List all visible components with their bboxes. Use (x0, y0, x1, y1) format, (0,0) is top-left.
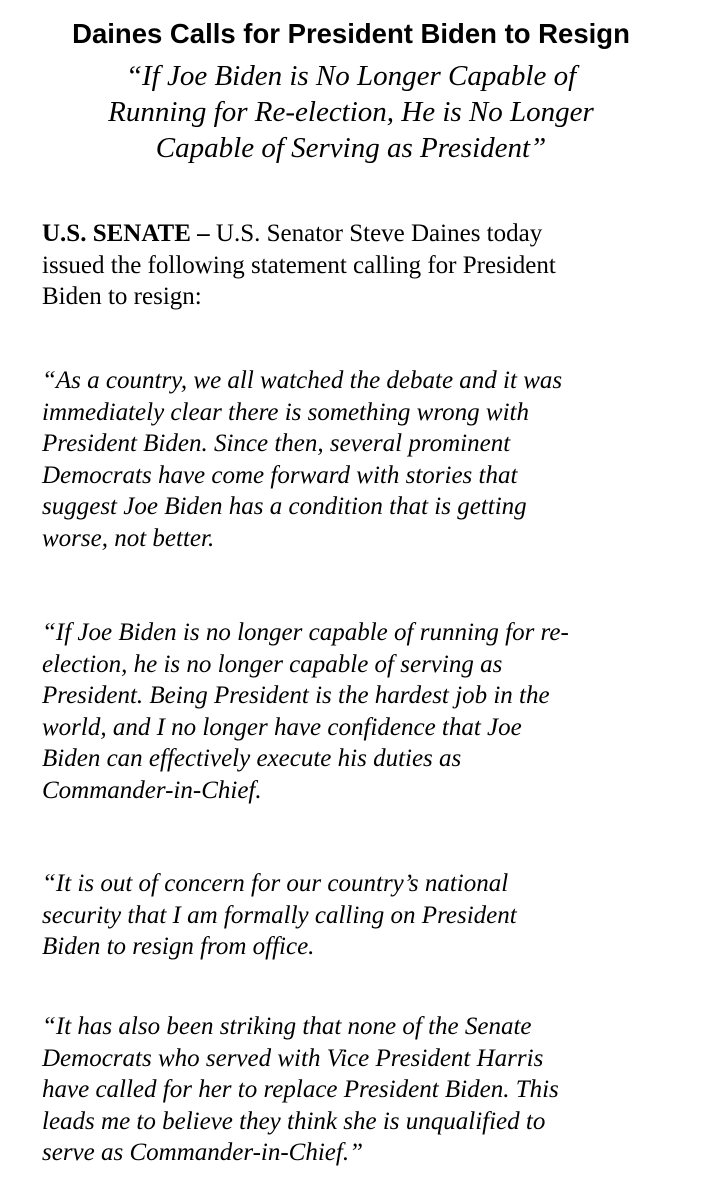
subheadline-line: “If Joe Biden is No Longer Capable of (125, 60, 577, 92)
quote-line: have called for her to replace President Biden. This (42, 1076, 559, 1103)
quote-paragraph-1 (42, 365, 682, 554)
quote-paragraph-2 (42, 617, 682, 806)
press-release-subheadline (0, 58, 702, 166)
quote-line: “If Joe Biden is no longer capable of running for re- (42, 619, 569, 646)
quote-line: Commander-in-Chief. (42, 776, 262, 804)
quote-line: “It has also been striking that none of the Senate (42, 1013, 532, 1040)
intro-line (42, 218, 682, 250)
quote-line: serve as Commander-in-Chief.” (42, 1139, 363, 1166)
quote-line: election, he is no longer capable of serving as (42, 650, 503, 678)
quote-line: worse, not better. (42, 524, 215, 552)
quote-line: Biden can effectively execute his duties as (42, 745, 462, 772)
quote-line: Biden to resign from office. (42, 933, 315, 960)
quote-paragraph-4 (42, 1011, 682, 1169)
subheadline-line: Capable of Serving as President” (155, 132, 547, 164)
press-release-headline: Daines Calls for President Biden to Resign (72, 18, 630, 49)
quote-line: suggest Joe Biden has a condition that is getting (42, 493, 527, 520)
quote-line: President. Being President is the hardest job in the (42, 682, 550, 709)
quote-line: Democrats have come forward with stories that (42, 461, 518, 489)
intro-line: issued the following statement calling for President (42, 251, 556, 279)
quote-line: immediately clear there is something wrong with (42, 398, 529, 426)
quote-line: “It is out of concern for our country’s national (42, 870, 509, 897)
quote-line: leads me to believe they think she is unqualified to (42, 1107, 546, 1135)
quote-line: security that I am formally calling on President (42, 901, 517, 929)
quote-line: “As a country, we all watched the debate and it was (42, 367, 563, 394)
quote-line: President Biden. Since then, several prominent (42, 430, 511, 457)
intro-paragraph (42, 218, 682, 313)
quote-paragraph-3 (42, 868, 682, 963)
dateline: U.S. SENATE – (42, 220, 210, 247)
subheadline-line: Running for Re-election, He is No Longer (108, 96, 594, 128)
intro-line: Biden to resign: (42, 283, 202, 310)
intro-first-line-text: U.S. Senator Steve Daines today (209, 220, 543, 247)
quote-line: world, and I no longer have confidence that Joe (42, 713, 522, 741)
quote-line: Democrats who served with Vice President Harris (42, 1044, 544, 1072)
